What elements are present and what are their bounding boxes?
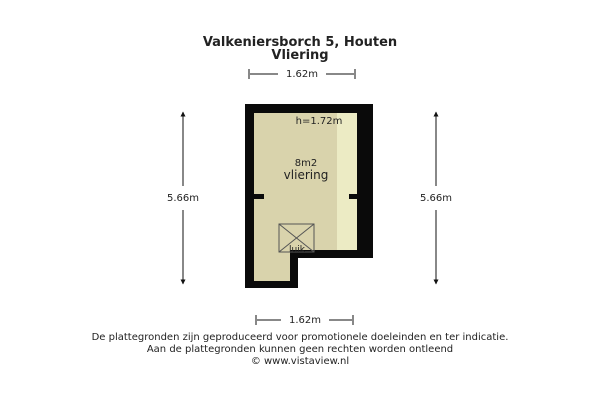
disclaimer-line-1: De plattegronden zijn geproduceerd voor promotionele doeleinden en ter indicatie. — [91, 332, 509, 343]
floor-light-strip — [337, 113, 357, 250]
address-title: Valkeniersborch 5, Houten — [202, 35, 398, 50]
floor-title: Vliering — [271, 48, 329, 63]
ceiling-height-label: h=1.72m — [295, 116, 343, 127]
wall-stub-left — [254, 194, 264, 199]
dimension-right-label: 5.66m — [419, 193, 453, 204]
disclaimer-line-2: Aan de plattegronden kunnen geen rechten worden ontleend — [146, 344, 454, 355]
hatch-label: luik — [289, 245, 305, 255]
wall-stub-right — [349, 194, 357, 199]
room-name-label: vliering — [283, 168, 329, 182]
dimension-top-label: 1.62m — [285, 69, 319, 80]
dimension-bottom-label: 1.62m — [288, 315, 322, 326]
dimension-left-label: 5.66m — [166, 193, 200, 204]
copyright-line: © www.vistaview.nl — [250, 356, 350, 367]
room-area-label: 8m2 — [294, 158, 318, 169]
